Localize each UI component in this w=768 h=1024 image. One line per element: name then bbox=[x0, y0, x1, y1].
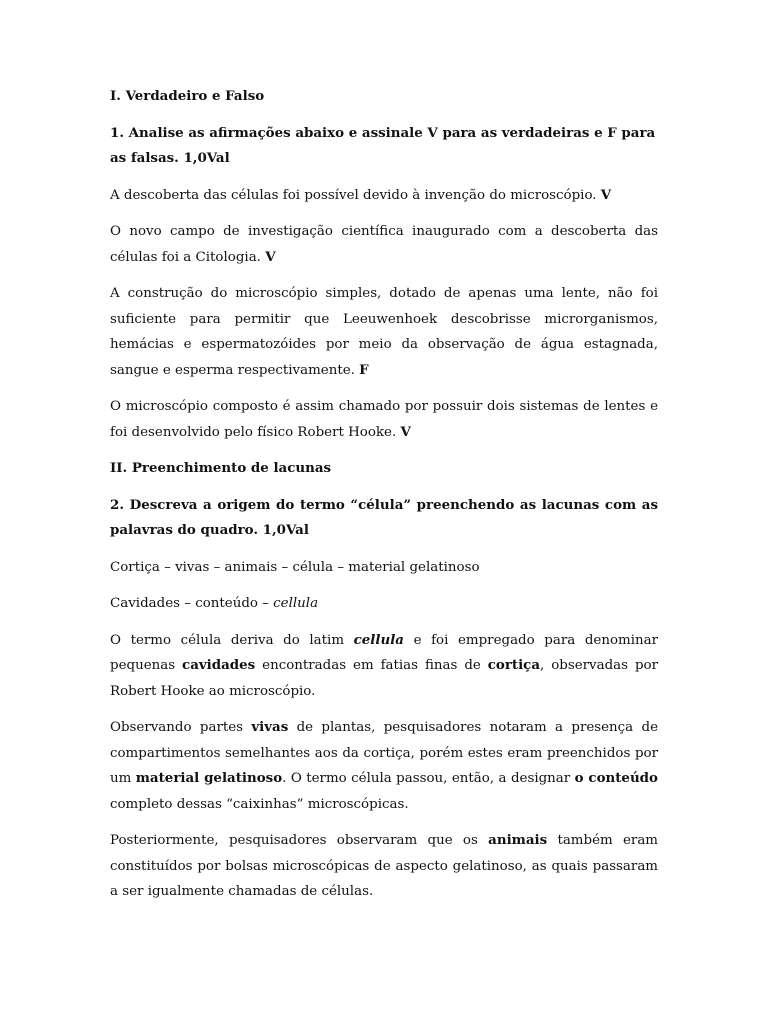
document-content bbox=[110, 84, 658, 916]
answer-paragraph-1: O termo célula deriva do latim cellula e foi empregado para denominar pequenas cavidades encontradas em fatias finas de cortiça, observadas por Robert Hooke ao microscópio. bbox=[110, 631, 658, 699]
answer-paragraph-3: Posteriormente, pesquisadores observaram que os animais também eram constituídos por bolsas microscópicas de aspecto gelatinoso, as quais passaram a ser igualmente chamadas de células. bbox=[110, 832, 658, 899]
statement-2 bbox=[110, 219, 658, 270]
statement-4-text: O microscópio composto é assim chamado por possuir dois sistemas de lentes e foi desenvolvido pelo físico Robert Hooke. bbox=[110, 399, 658, 440]
statement-3 bbox=[110, 281, 658, 383]
statement-3-text: A construção do microscópio simples, dotado de apenas uma lente, não foi suficiente para permitir que Leeuwenhoek descobrisse microrganismos, hemácias e espermatozóides por meio da observação de água estagnada, sangue e esperma respectivamente. bbox=[110, 286, 658, 378]
statement-2-text: O novo campo de investigação científica inaugurado com a descoberta das células foi a Citologia. bbox=[110, 224, 658, 265]
question-1-prompt: 1. Analise as afirmações abaixo e assinale V para as verdadeiras e F para as falsas. 1,0Val bbox=[110, 124, 656, 166]
statement-3-answer: F bbox=[359, 361, 369, 378]
statement-1-answer: V bbox=[600, 186, 612, 203]
statement-1 bbox=[110, 183, 658, 209]
statement-4 bbox=[110, 394, 658, 445]
question-2-prompt: 2. Descreva a origem do termo “célula” preenchendo as lacunas com as palavras do quadro. 1,0Val bbox=[110, 496, 658, 538]
section-heading-2: II. Preenchimento de lacunas bbox=[110, 460, 332, 476]
statement-4-answer: V bbox=[400, 423, 411, 440]
statement-2-answer: V bbox=[265, 248, 276, 265]
word-bank-line-1: Cortiça – vivas – animais – célula – material gelatinoso bbox=[110, 559, 480, 575]
section-heading-1: I. Verdadeiro e Falso bbox=[110, 88, 265, 104]
word-bank-line-2: Cavidades – conteúdo – cellula bbox=[110, 596, 319, 611]
statement-1-text: A descoberta das células foi possível devido à invenção do microscópio. bbox=[110, 187, 597, 203]
answer-paragraph-2: Observando partes vivas de plantas, pesquisadores notaram a presença de compartimentos semelhantes aos da cortiça, porém estes eram preenchidos por um material gelatinoso. O termo célula passou, então, a designar o conteúdo completo dessas “caixinhas” microscópicas. bbox=[110, 719, 659, 812]
